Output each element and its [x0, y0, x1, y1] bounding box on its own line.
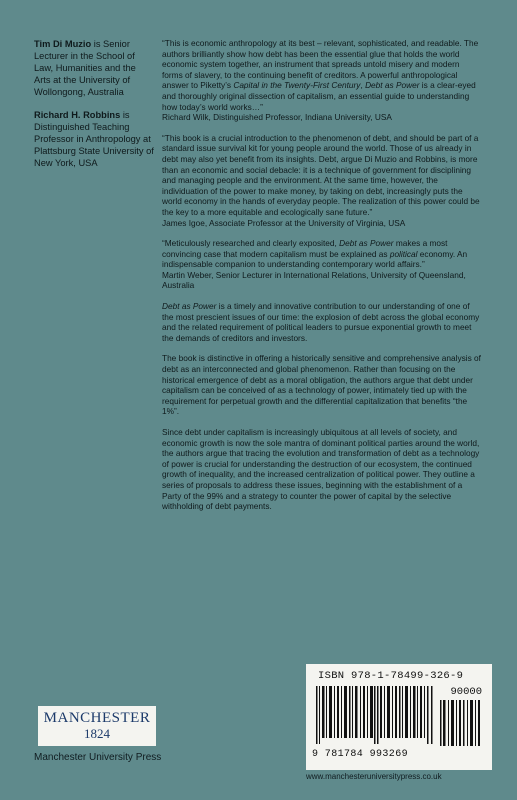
- publisher-website: www.manchesteruniversitypress.co.uk: [306, 772, 442, 781]
- publisher-logo: [38, 706, 156, 746]
- quote-attribution: James Igoe, Associate Professor at the University of Virginia, USA: [162, 217, 406, 228]
- author-bio: [34, 38, 154, 98]
- author-bio-text: is Distinguished Teaching Professor in Anthropology at Plattsburg State University of New York, USA: [34, 110, 154, 168]
- author-name: Tim Di Muzio: [34, 39, 92, 49]
- logo-wordmark: MANCHESTER: [43, 710, 151, 726]
- description-paragraph: Debt as Power is a timely and innovative contribution to our understanding of one of the most prescient issues of our time: the explosion of debt across the global economy and the related requirement of political leaders to pursue exponential growth to meet the demands of creditors and investors.: [162, 301, 480, 343]
- author-bios: [34, 38, 154, 180]
- barcode-digits: 9 781784 993269: [312, 749, 409, 760]
- author-bio: [34, 109, 154, 169]
- price-barcode-bars-icon: [440, 700, 482, 746]
- endorsement-quote: “This book is a crucial introduction to the phenomenon of debt, and should be part of a standard issue survival kit for young people around the world. Those of us already in debt may also yet benefit from its insights. Debt, argue Di Muzio and Robbins, is more than an economic and social debacle: it is a technique of government for disciplining and managing people and the environment. At the same time, however, the individuation of the power to make money, by taking on debt, increasingly puts the world economy in the hands of everyday people. The realization of this power could be the key to a more equitable and ecologically sane future.” James Igoe, Associate Professor at the University of Virginia, USA: [162, 133, 482, 228]
- isbn-barcode: [306, 664, 492, 770]
- endorsements-and-blurb: [162, 38, 482, 522]
- publisher-name: Manchester University Press: [34, 752, 162, 763]
- logo-year: 1824: [84, 726, 110, 741]
- book-description: [162, 301, 482, 512]
- price-code: 90000: [450, 686, 482, 698]
- quote-attribution: Martin Weber, Senior Lecturer in International Relations, University of Queensland, Australia: [162, 269, 466, 291]
- author-name: Richard H. Robbins: [34, 110, 121, 120]
- description-paragraph: The book is distinctive in offering a historically sensitive and comprehensive analysis of debt as an interconnected and global phenomenon. Rather than focusing on the historical emergence of debt as a moral obligation, the authors argue that debt under capitalism can be conceived of as a technology of power, intimately tied up with the requirement for perpetual growth and the differential capitalization that benefits “the 1%”.: [162, 353, 481, 417]
- description-paragraph: Since debt under capitalism is increasingly ubiquitous at all levels of society, and economic growth is now the sole mantra of dominant political parties around the world, the authors argue that tracing the evolution and transformation of debt as a technology of power is crucial for understanding the destruction of our ecosystem, the continued growth of inequality, and the increased centralization of political power. They outline a series of proposals to address these issues, beginning with the establishment of a Party of the 99% and a strategy to counter the power of capital by the selective withholding of debt payments.: [162, 427, 480, 512]
- barcode-bars-icon: [316, 686, 434, 744]
- isbn-number: ISBN 978-1-78499-326-9: [318, 670, 464, 682]
- endorsement-quote: “This is economic anthropology at its best – relevant, sophisticated, and readable. The authors brilliantly show how debt has been the essential glue that holds the world economic system together, an instrument that spreads untold misery and modern forms of slavery, to the continuing benefit of creditors. A powerful anthropological answer to Piketty’s Capital in the Twenty-First Century, Debt as Power is a clear-eyed and thoroughly original dissection of capitalism, an essential guide to understanding how today’s world works…” Richard Wilk, Distinguished Professor, Indiana University, USA: [162, 38, 482, 123]
- endorsement-quote: “Meticulously researched and clearly exposited, Debt as Power makes a most convincing case that modern capitalism must be explained as political economy. An indispensable companion to understanding contemporary world affairs.” Martin Weber, Senior Lecturer in International Relations, University of Queensland, Australia: [162, 238, 482, 291]
- author-bio-text: is Senior Lecturer in the School of Law, Humanities and the Arts at the University of Wollongong, Australia: [34, 39, 136, 97]
- publisher-block: [34, 706, 194, 763]
- quote-attribution: Richard Wilk, Distinguished Professor, Indiana University, USA: [162, 112, 392, 123]
